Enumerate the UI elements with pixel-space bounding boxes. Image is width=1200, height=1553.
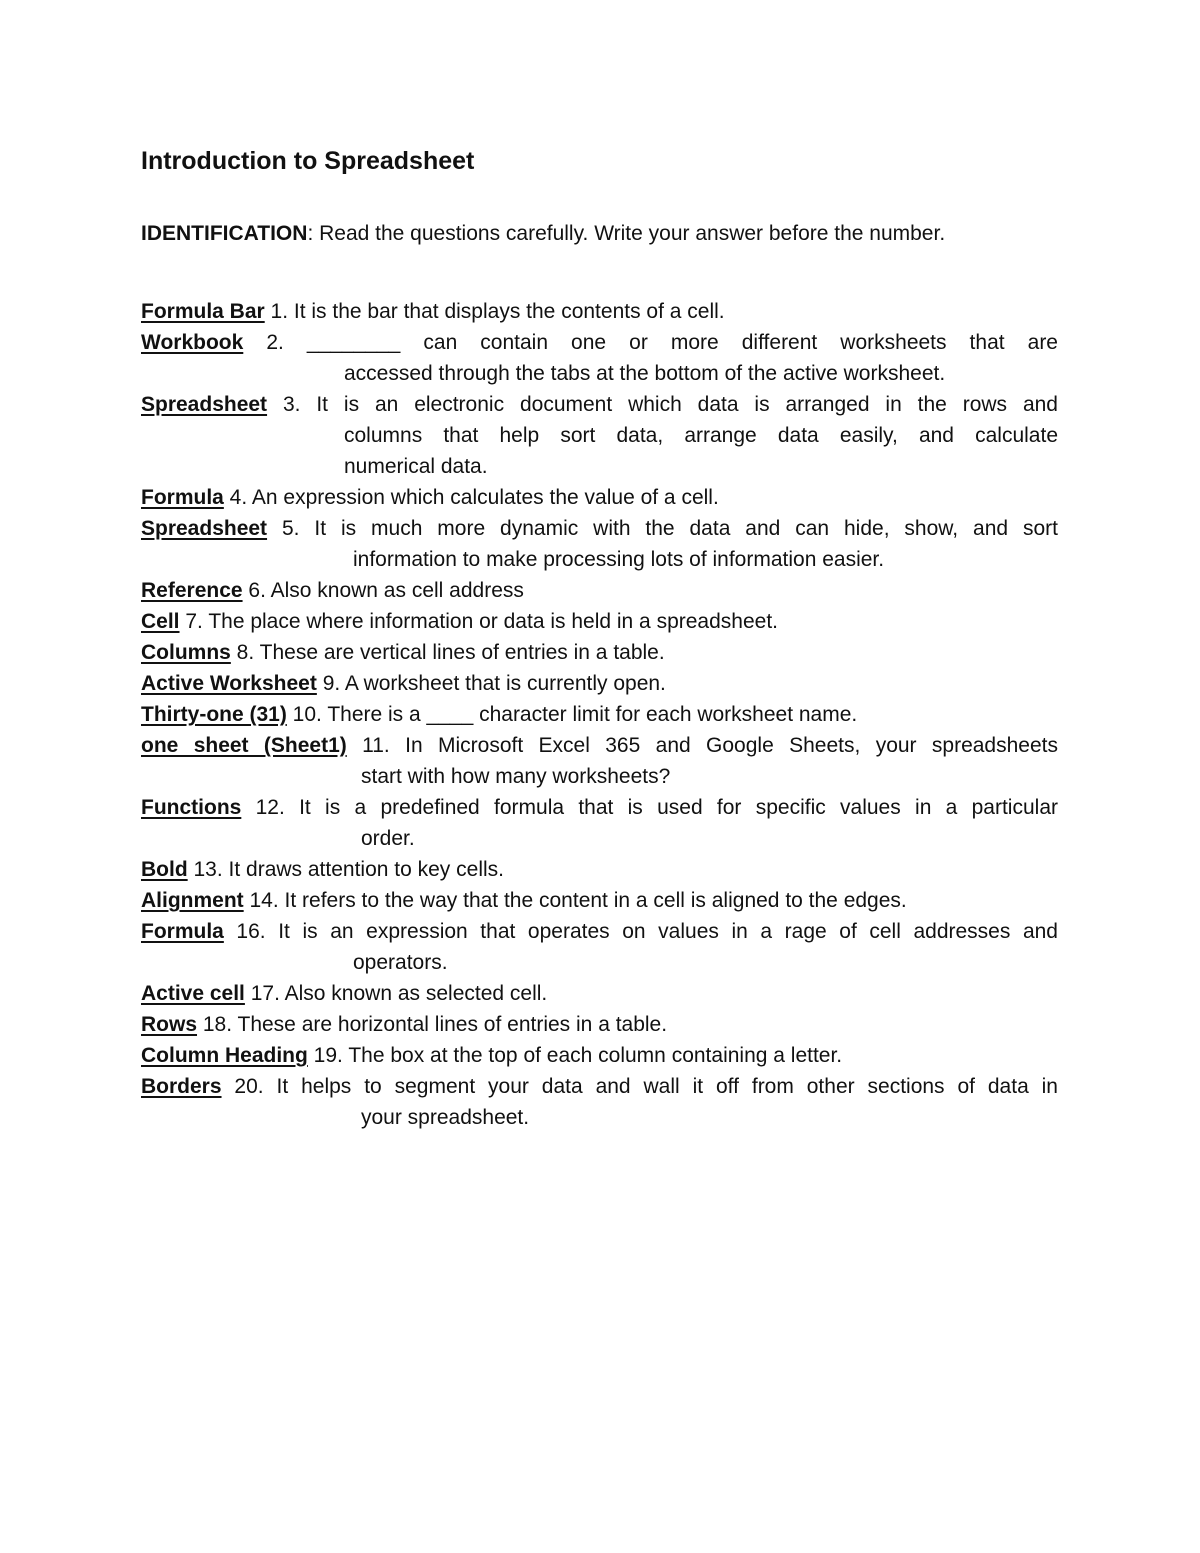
- question-continuation: operators.: [353, 951, 448, 974]
- question-continuation: numerical data.: [344, 455, 488, 478]
- answer-text: Formula: [141, 920, 224, 943]
- question-text: 5. It is much more dynamic with the data and can hide, show, and sort: [267, 517, 1058, 540]
- answer-text: Reference: [141, 579, 243, 602]
- question-text: 10. There is a ____ character limit for each worksheet name.: [286, 703, 858, 726]
- question-continuation: accessed through the tabs at the bottom of the active worksheet.: [344, 362, 946, 385]
- question-item: [141, 482, 1058, 513]
- question-text: 3. It is an electronic document which data is arranged in the rows and: [267, 393, 1058, 416]
- answer-text: Formula: [141, 486, 224, 509]
- question-continuation: columns that help sort data, arrange data easily, and calculate: [344, 424, 1058, 447]
- question-continuation: start with how many worksheets?: [361, 765, 671, 788]
- question-item: [141, 296, 1058, 327]
- question-text: 6. Also known as cell address: [242, 579, 524, 602]
- question-item: [141, 792, 1058, 854]
- instructions: [141, 218, 945, 249]
- answer-text: one sheet (Sheet1): [141, 734, 347, 757]
- question-text: 8. These are vertical lines of entries in a table.: [230, 641, 665, 664]
- question-text: 2. ________ can contain one or more different worksheets that are: [243, 331, 1058, 354]
- question-continuation: your spreadsheet.: [361, 1106, 530, 1129]
- question-text: 17. Also known as selected cell.: [244, 982, 548, 1005]
- question-item: [141, 637, 1058, 668]
- question-item: [141, 730, 1058, 792]
- question-item: [141, 885, 1058, 916]
- question-text: 1. It is the bar that displays the contents of a cell.: [264, 300, 725, 323]
- question-item: [141, 575, 1058, 606]
- question-text: 19. The box at the top of each column containing a letter.: [307, 1044, 843, 1067]
- question-text: 12. It is a predefined formula that is used for specific values in a particular: [241, 796, 1058, 819]
- answer-text: Active Worksheet: [141, 672, 317, 695]
- question-item: [141, 668, 1058, 699]
- answer-text: Columns: [141, 641, 231, 664]
- page-title: Introduction to Spreadsheet: [141, 147, 475, 175]
- question-item: [141, 854, 1058, 885]
- answer-text: Spreadsheet: [141, 393, 268, 416]
- question-text: 7. The place where information or data is held in a spreadsheet.: [179, 610, 778, 633]
- answer-text: Borders: [141, 1075, 222, 1098]
- answer-text: Cell: [141, 610, 180, 633]
- question-text: 13. It draws attention to key cells.: [187, 858, 504, 881]
- answer-text: Thirty-one (31): [141, 703, 287, 726]
- answer-text: Bold: [141, 858, 188, 881]
- question-item: [141, 699, 1058, 730]
- answer-text: Workbook: [141, 331, 244, 354]
- question-item: [141, 1071, 1058, 1133]
- question-text: 14. It refers to the way that the content in a cell is aligned to the edges.: [243, 889, 907, 912]
- question-item: [141, 916, 1058, 978]
- instructions-text: : Read the questions carefully. Write your answer before the number.: [307, 222, 946, 245]
- question-text: 9. A worksheet that is currently open.: [316, 672, 666, 695]
- question-text: 18. These are horizontal lines of entries in a table.: [197, 1013, 668, 1036]
- question-text: 20. It helps to segment your data and wall it off from other sections of data in: [221, 1075, 1058, 1098]
- answer-text: Active cell: [141, 982, 245, 1005]
- question-text: 16. It is an expression that operates on values in a rage of cell addresses and: [223, 920, 1058, 943]
- question-continuation: order.: [361, 827, 415, 850]
- question-text: 4. An expression which calculates the value of a cell.: [223, 486, 719, 509]
- answer-text: Alignment: [141, 889, 244, 912]
- question-item: [141, 606, 1058, 637]
- answer-text: Functions: [141, 796, 242, 819]
- question-text: 11. In Microsoft Excel 365 and Google Sheets, your spreadsheets: [346, 734, 1058, 757]
- answer-text: Formula Bar: [141, 300, 265, 323]
- question-item: [141, 1009, 1058, 1040]
- question-item: [141, 513, 1058, 575]
- answer-text: Spreadsheet: [141, 517, 268, 540]
- answer-text: Column Heading: [141, 1044, 308, 1067]
- question-item: [141, 1040, 1058, 1071]
- question-item: [141, 978, 1058, 1009]
- question-item: [141, 389, 1058, 482]
- question-item: [141, 327, 1058, 389]
- answer-text: Rows: [141, 1013, 198, 1036]
- instructions-label: IDENTIFICATION: [141, 222, 308, 245]
- question-list: [141, 296, 1058, 1133]
- question-continuation: information to make processing lots of information easier.: [353, 548, 885, 571]
